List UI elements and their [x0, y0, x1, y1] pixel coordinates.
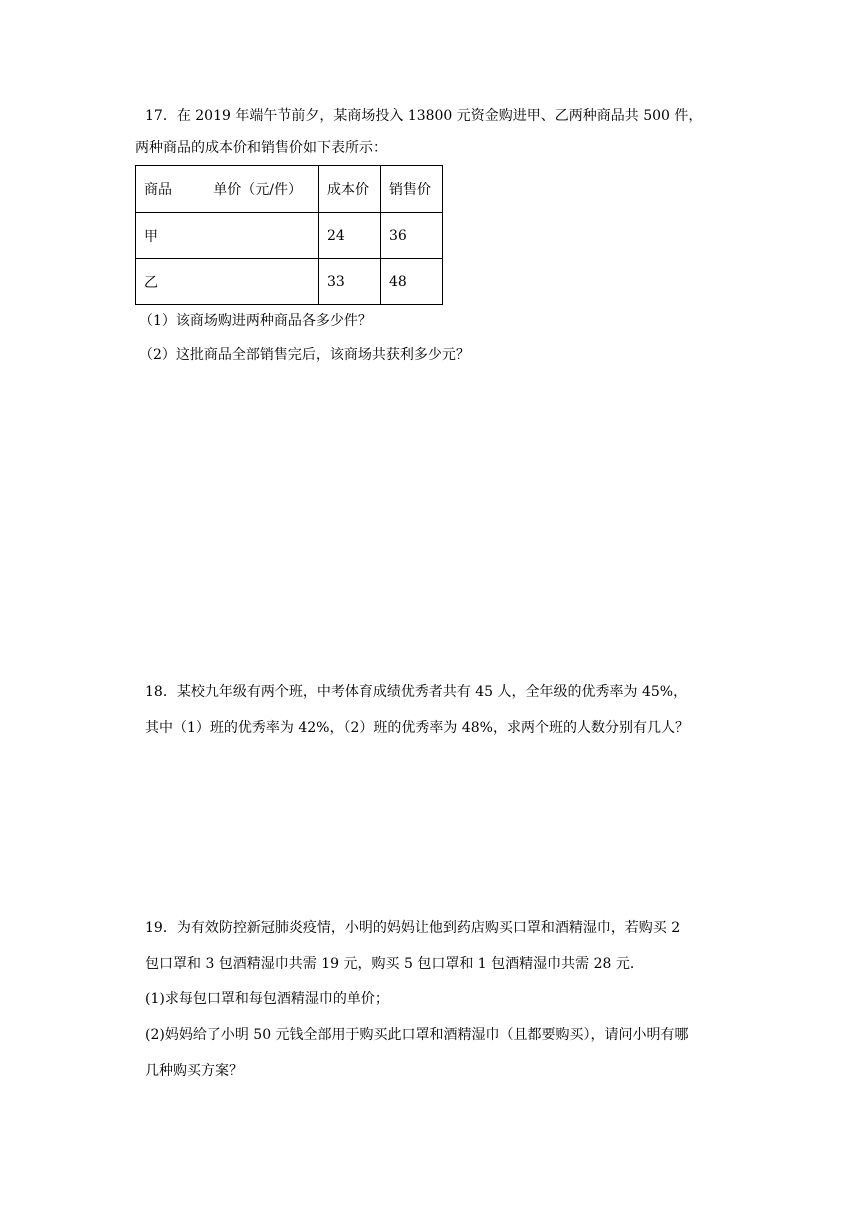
header-cost: 成本价: [319, 166, 381, 213]
question-19-sub-2: (2)妈妈给了小明 50 元钱全部用于购买此口罩和酒精湿巾（且都要购买），请问小明有哪: [145, 1027, 689, 1043]
question-17-line-1: 17．在 2019 年端午节前夕，某商场投入 13800 元资金购进甲、乙两种商品共 500 件，: [145, 108, 703, 124]
header-product-unit-cell: [136, 166, 319, 213]
question-19-line-1: 19．为有效防控新冠肺炎疫情，小明的妈妈让他到药店购买口罩和酒精湿巾，若购买 2: [145, 920, 681, 936]
question-17-sub-2: （2）这批商品全部销售完后，该商场共获利多少元？: [139, 347, 470, 363]
question-17-sub-1: （1）该商场购进两种商品各多少件？: [139, 313, 372, 329]
question-19-sub-1: (1)求每包口罩和每包酒精湿巾的单价；: [145, 991, 389, 1007]
row-sale: 36: [381, 213, 443, 259]
row-name: 甲: [136, 213, 319, 259]
question-19-line-2: 包口罩和 3 包酒精湿巾共需 19 元，购买 5 包口罩和 1 包酒精湿巾共需 28 元．: [145, 956, 644, 972]
header-sale: 销售价: [381, 166, 443, 213]
question-18-line-2: 其中（1）班的优秀率为 42%，（2）班的优秀率为 48%，求两个班的人数分别有几人？: [145, 720, 689, 736]
row-sale: 48: [381, 259, 443, 305]
table-row: [136, 213, 443, 259]
row-cost: 24: [319, 213, 381, 259]
question-19-sub-2-continued: 几种购买方案？: [145, 1063, 243, 1079]
header-unit: 单价（元/件）: [213, 182, 302, 198]
header-product: 商品: [144, 182, 172, 198]
row-name: 乙: [136, 259, 319, 305]
question-17-line-2: 两种商品的成本价和销售价如下表所示：: [135, 140, 387, 156]
table-row: [136, 259, 443, 305]
row-cost: 33: [319, 259, 381, 305]
question-18-line-1: 18．某校九年级有两个班，中考体育成绩优秀者共有 45 人，全年级的优秀率为 45%，: [145, 684, 688, 700]
price-table: [135, 165, 443, 305]
table-header-row: [136, 166, 443, 213]
